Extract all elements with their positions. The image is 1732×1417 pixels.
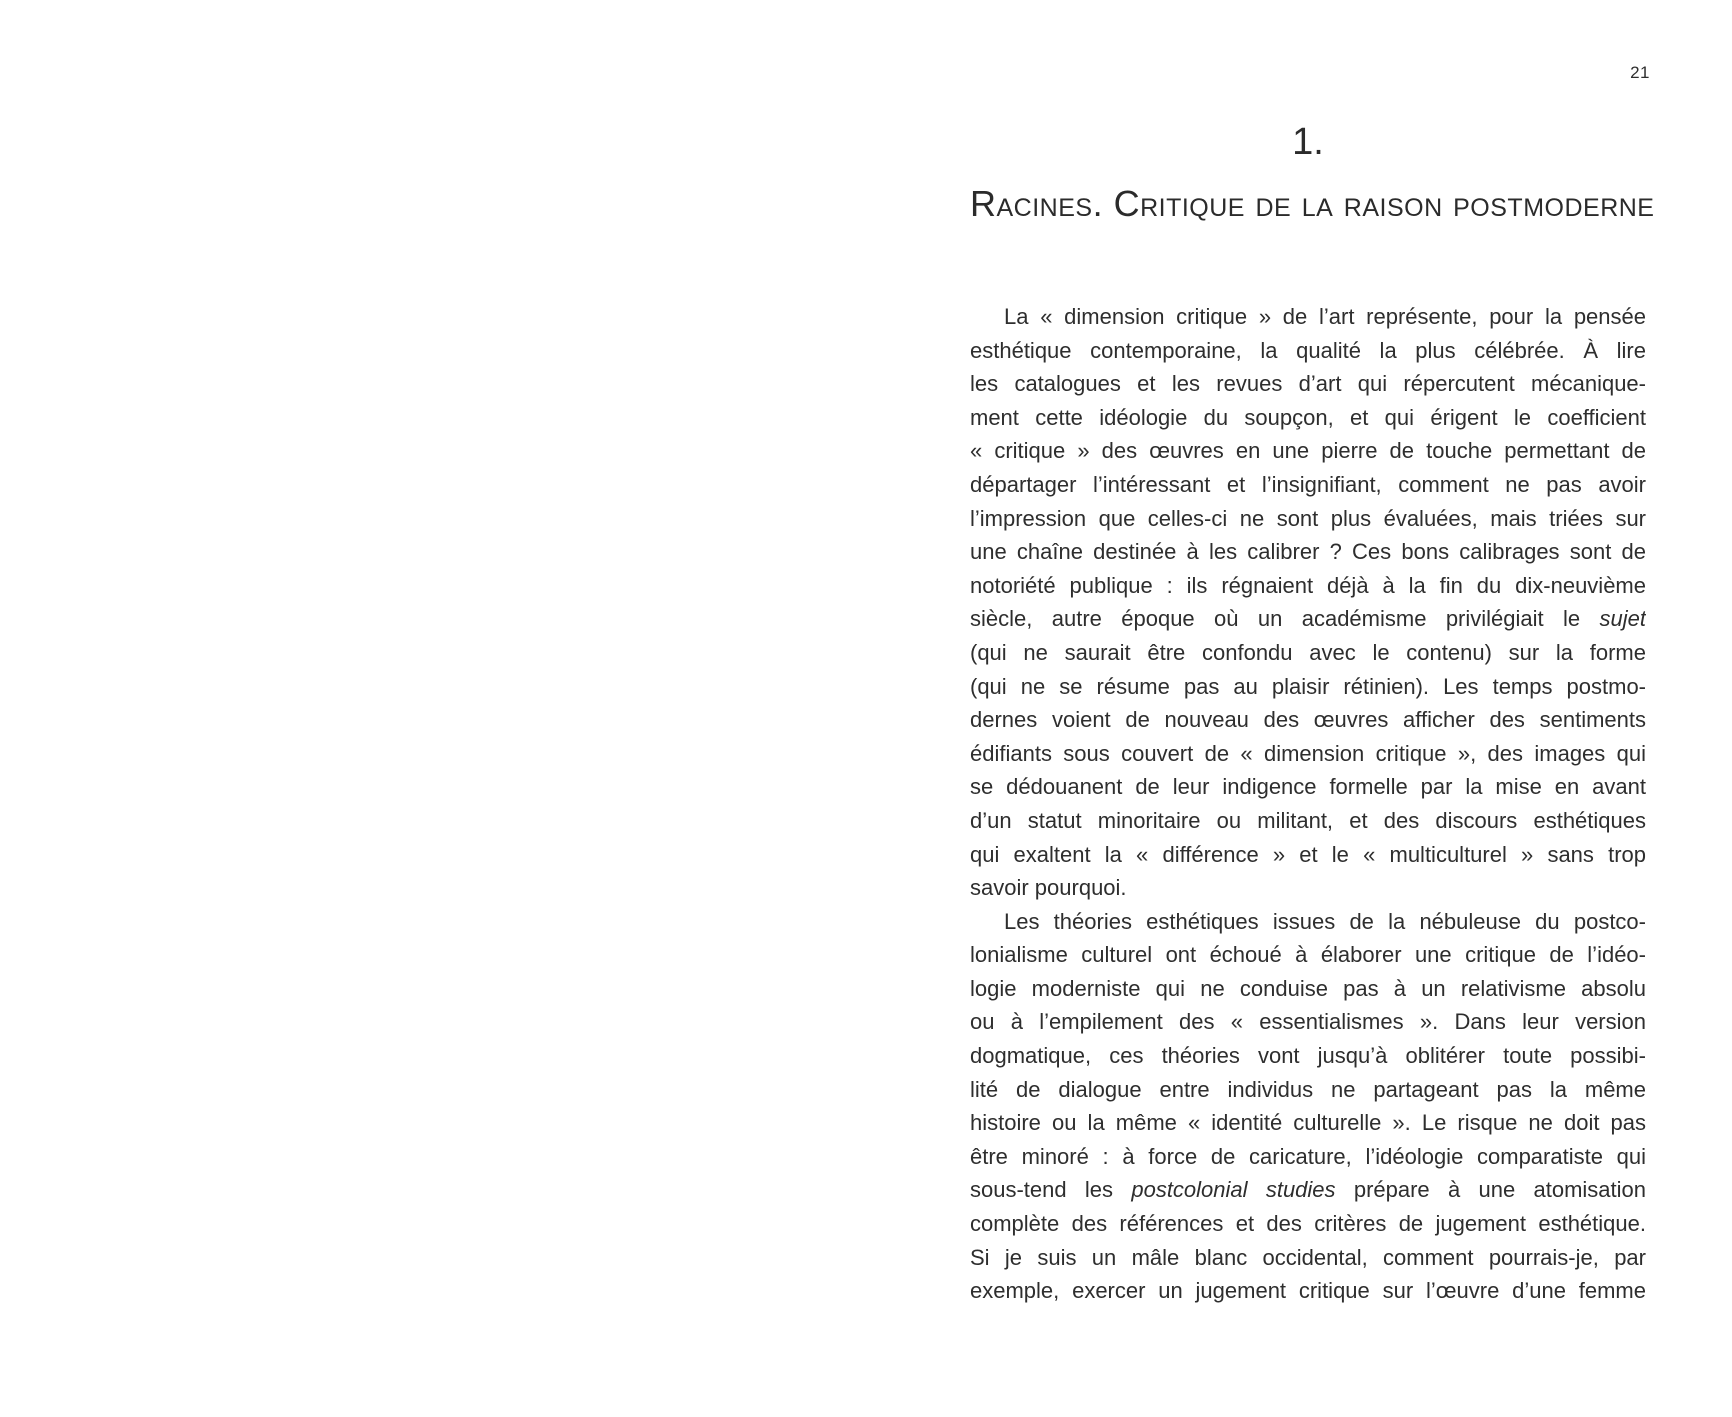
text-segment: se dédouanent de leur indigence formelle par la mise en avant xyxy=(970,774,1646,800)
text-line xyxy=(970,1140,1646,1174)
text-segment: « critique » des œuvres en une pierre de touche permettant de xyxy=(970,438,1646,464)
text-line xyxy=(970,703,1646,737)
text-line xyxy=(970,1005,1646,1039)
text-line xyxy=(970,804,1646,838)
text-segment: esthétique contemporaine, la qualité la plus célébrée. À lire xyxy=(970,337,1646,363)
text-segment: exemple, exercer un jugement critique sur l’œuvre d’une femme xyxy=(970,1278,1646,1304)
text-segment: dogmatique, ces théories vont jusqu’à oblitérer toute possibi- xyxy=(970,1043,1646,1069)
text-segment: départager l’intéressant et l’insignifiant, comment ne pas avoir xyxy=(970,471,1646,497)
text-line xyxy=(970,602,1646,636)
text-line xyxy=(970,905,1646,939)
text-line xyxy=(970,434,1646,468)
text-segment: l’impression que celles-ci ne sont plus évaluées, mais triées sur xyxy=(970,505,1646,531)
page-number: 21 xyxy=(1630,63,1650,82)
text-line xyxy=(970,838,1646,872)
text-line xyxy=(970,770,1646,804)
text-segment: ment cette idéologie du soupçon, et qui érigent le coefficient xyxy=(970,404,1646,430)
text-segment: (qui ne saurait être confondu avec le contenu) sur la forme xyxy=(970,639,1646,665)
text-segment: La « dimension critique » de l’art représente, pour la pensée xyxy=(1004,304,1646,329)
text-segment: d’un statut minoritaire ou militant, et des discours esthétiques xyxy=(970,807,1646,833)
text-line xyxy=(970,569,1646,603)
text-segment: édifiants sous couvert de « dimension critique », des images qui xyxy=(970,740,1646,766)
text-column xyxy=(970,0,1655,1308)
text-line xyxy=(970,636,1646,670)
text-line xyxy=(970,502,1646,536)
text-line xyxy=(970,468,1646,502)
text-segment: histoire ou la même « identité culturelle ». Le risque ne doit pas xyxy=(970,1110,1646,1136)
text-line xyxy=(970,871,1646,905)
text-line xyxy=(970,972,1646,1006)
text-segment: savoir pourquoi. xyxy=(970,875,1127,901)
text-line xyxy=(970,401,1646,435)
text-line xyxy=(970,670,1646,704)
text-line xyxy=(970,300,1646,334)
text-line xyxy=(970,1073,1646,1107)
text-segment: qui exaltent la « différence » et le « multiculturel » sans trop xyxy=(970,841,1646,867)
text-segment: prépare à une atomisation xyxy=(1335,1177,1646,1203)
text-segment: Si je suis un mâle blanc occidental, comment pourrais-je, par xyxy=(970,1244,1646,1270)
text-segment: lité de dialogue entre individus ne partageant pas la même xyxy=(970,1076,1646,1102)
text-line xyxy=(970,1173,1646,1207)
text-line xyxy=(970,535,1646,569)
text-segment: une chaîne destinée à les calibrer ? Ces bons calibrages sont de xyxy=(970,539,1646,565)
text-line xyxy=(970,938,1646,972)
text-segment: logie moderniste qui ne conduise pas à un relativisme absolu xyxy=(970,975,1646,1001)
paragraph xyxy=(970,300,1646,905)
italic-text-segment: sujet xyxy=(1599,606,1646,632)
paragraph xyxy=(970,905,1646,1308)
text-line xyxy=(970,737,1646,771)
text-line xyxy=(970,367,1646,401)
text-segment: sous-tend les xyxy=(970,1177,1132,1203)
text-segment: notoriété publique : ils régnaient déjà à la fin du dix-neuvième xyxy=(970,572,1646,598)
text-segment: être minoré : à force de caricature, l’idéologie comparatiste qui xyxy=(970,1143,1646,1169)
chapter-title: Racines. Critique de la raison postmoderne xyxy=(970,183,1655,224)
text-line xyxy=(970,1241,1646,1275)
text-line xyxy=(970,1039,1646,1073)
italic-text-segment: postcolonial studies xyxy=(1131,1177,1336,1203)
body-text xyxy=(970,300,1646,1308)
text-segment: siècle, autre époque où un académisme privilégiait le xyxy=(970,606,1600,632)
text-segment: Les théories esthétiques issues de la nébuleuse du postco- xyxy=(1004,908,1646,934)
text-segment: ou à l’empilement des « essentialismes ». Dans leur version xyxy=(970,1009,1646,1035)
text-line xyxy=(970,1207,1646,1241)
text-segment: (qui ne se résume pas au plaisir rétinien). Les temps postmo- xyxy=(970,673,1646,699)
text-segment: les catalogues et les revues d’art qui répercutent mécanique- xyxy=(970,371,1646,397)
text-segment: dernes voient de nouveau des œuvres afficher des sentiments xyxy=(970,707,1646,733)
text-line xyxy=(970,1274,1646,1308)
chapter-number: 1. xyxy=(1292,121,1324,163)
text-line xyxy=(970,334,1646,368)
text-line xyxy=(970,1106,1646,1140)
text-segment: complète des références et des critères de jugement esthétique. xyxy=(970,1211,1646,1237)
text-segment: lonialisme culturel ont échoué à élaborer une critique de l’idéo- xyxy=(970,942,1646,968)
